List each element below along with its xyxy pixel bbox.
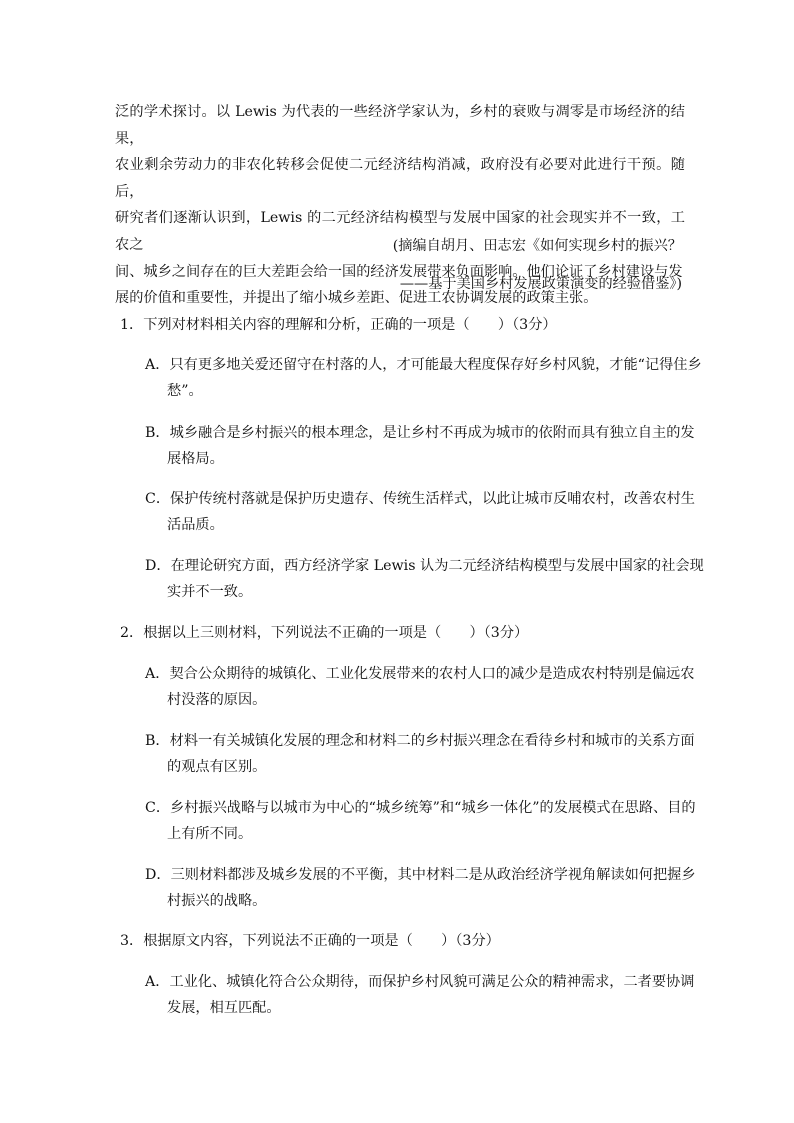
passage-line: 间、城乡之间存在的巨大差距会给一国的经济发展带来负面影响。他们论证了乡村建设与发 (115, 263, 683, 280)
question-1-stem: 1．下列对材料相关内容的理解和分析，正确的一项是（ ）（3分） (120, 317, 557, 333)
passage-line: 研究者们逐渐认识到，Lewis 的二元经济结构模型与发展中国家的社会现实并不一致，工农之 (115, 210, 685, 253)
question-2-option-b (145, 728, 707, 780)
question-3-stem: 3．根据原文内容，下列说法不正确的一项是（ ）（3分） (120, 933, 500, 949)
source-citation-line1: (摘编自胡月、田志宏《如何实现乡村的振兴？ (392, 238, 682, 254)
option-label: B． (145, 425, 170, 441)
option-label: A． (145, 974, 170, 990)
option-label: C． (145, 800, 171, 816)
option-text: 契合公众期待的城镇化、工业化发展带来的农村人口的减少是造成农村特别是偏远农村没落的原因。 (167, 666, 695, 708)
question-2-option-d (145, 862, 707, 914)
question-1-option-d (145, 553, 707, 605)
question-1-option-b (145, 420, 707, 472)
question-2-option-c (145, 795, 707, 847)
question-1-option-a (145, 352, 707, 404)
passage-line: 展的价值和重要性，并提出了缩小城乡差距、促进工农协调发展的政策主张。 (115, 290, 598, 307)
option-text: 工业化、城镇化符合公众期待，而保护乡村风貌可满足公众的精神需求，二者要协调发展，相互匹配。 (167, 974, 695, 1016)
option-text: 乡村振兴战略与以城市为中心的“城乡统筹”和“城乡一体化”的发展模式在思路、目的上有所不同。 (167, 800, 696, 842)
question-3-option-a (145, 969, 707, 1021)
option-text: 只有更多地关爱还留守在村落的人，才可能最大程度保存好乡村风貌，才能“记得住乡愁”。 (167, 357, 702, 399)
option-label: A． (145, 666, 170, 682)
option-label: A． (145, 357, 170, 373)
passage-line: 农业剩余劳动力的非农化转移会促使二元经济结构消减，政府没有必要对此进行干预。随后， (115, 157, 685, 200)
option-label: C． (145, 491, 171, 507)
option-label: D． (145, 558, 171, 574)
question-1-option-c (145, 486, 707, 538)
source-citation-line2: ——基于美国乡村发展政策演变的经验借鉴》) (399, 276, 682, 292)
option-text: 三则材料都涉及城乡发展的不平衡，其中材料二是从政治经济学视角解读如何把握乡村振兴的战略。 (167, 867, 696, 909)
option-text: 在理论研究方面，西方经济学家 Lewis 认为二元经济结构模型与发展中国家的社会现实并不一致。 (167, 558, 704, 600)
option-label: B． (145, 733, 170, 749)
question-2-stem: 2．根据以上三则材料，下列说法不正确的一项是（ ）（3分） (120, 625, 529, 641)
option-text: 保护传统村落就是保护历史遗存、传统生活样式，以此让城市反哺农村，改善农村生活品质。 (167, 491, 695, 533)
option-label: D． (145, 867, 171, 883)
option-text: 城乡融合是乡村振兴的根本理念，是让乡村不再成为城市的依附而具有独立自主的发展格局。 (167, 425, 695, 467)
passage-line: 泛的学术探讨。以 Lewis 为代表的一些经济学家认为，乡村的衰败与凋零是市场经济的结果， (115, 104, 685, 147)
question-2-option-a (145, 661, 707, 713)
option-text: 材料一有关城镇化发展的理念和材料二的乡村振兴理念在看待乡村和城市的关系方面的观点有区别。 (167, 733, 695, 775)
